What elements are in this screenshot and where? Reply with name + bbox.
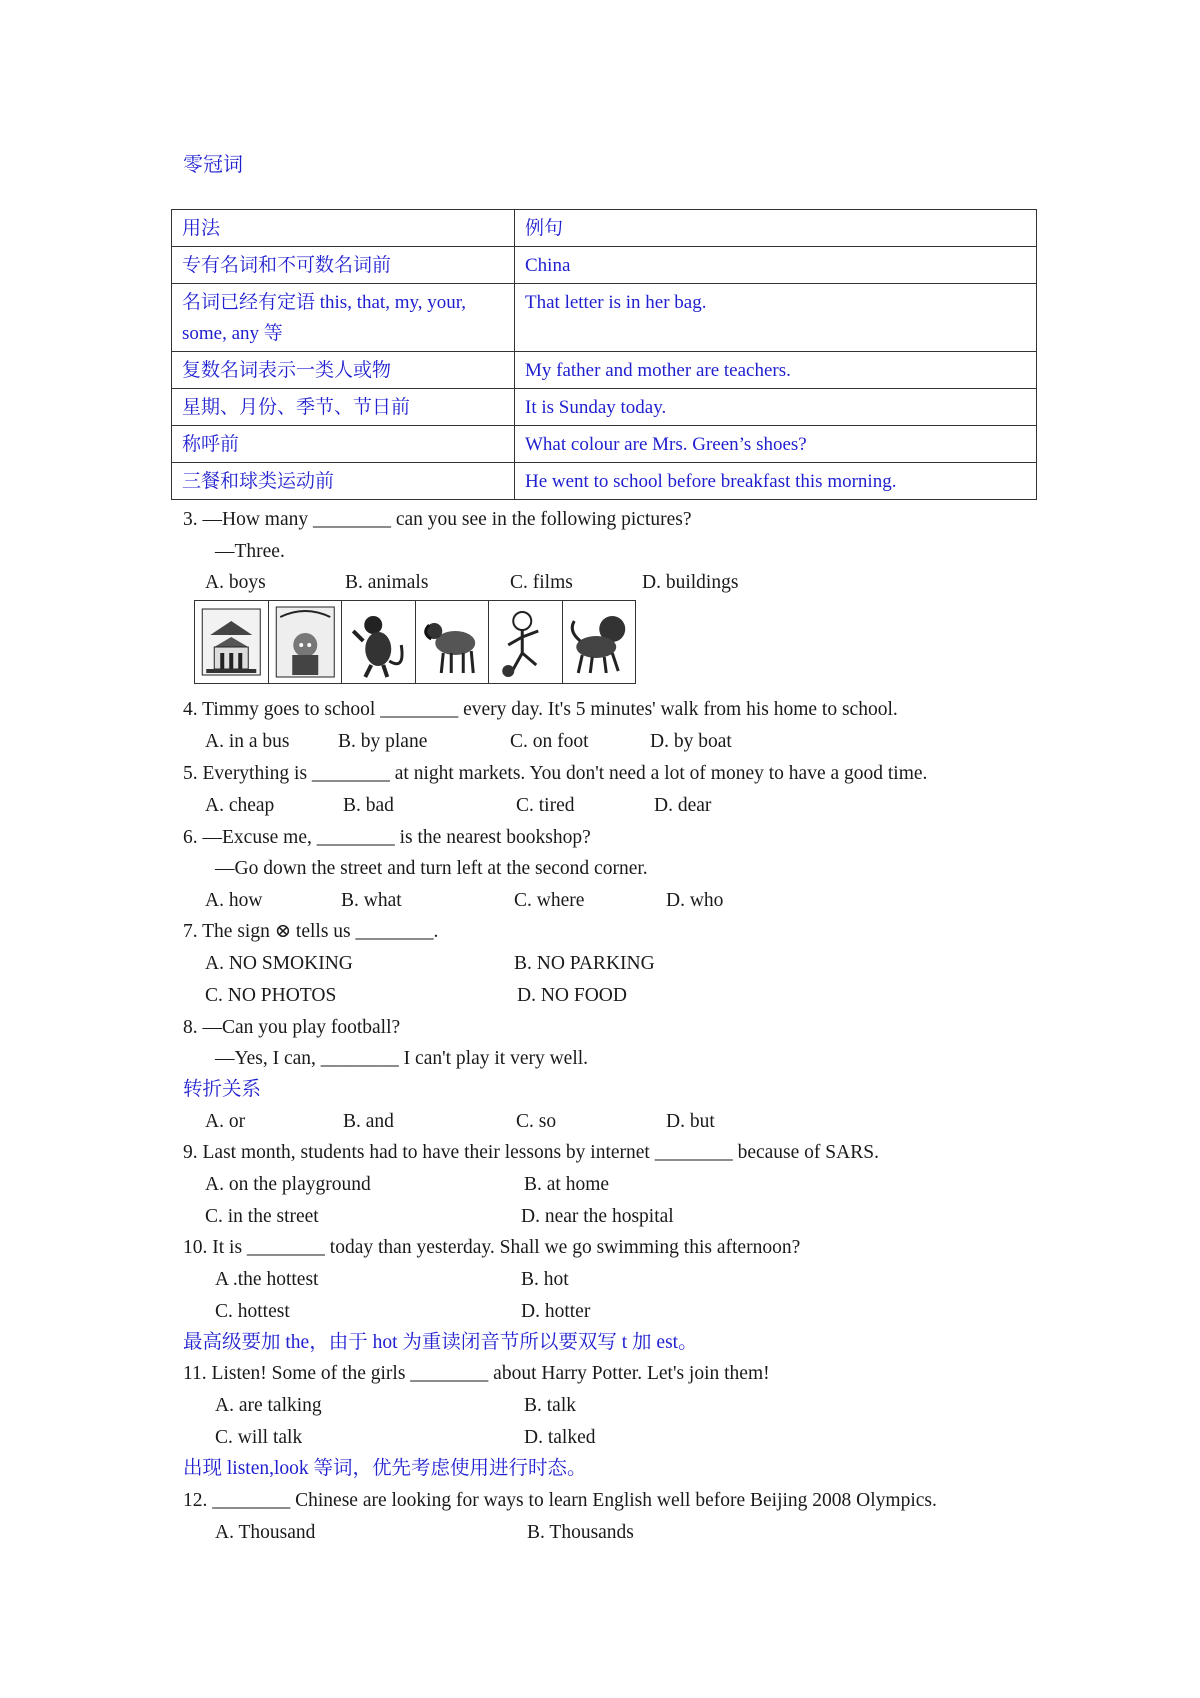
question-4-option-c: C. on foot: [510, 731, 589, 752]
question-8-stem: 8. —Can you play football?: [183, 1017, 401, 1038]
question-8-option-a: A. or: [205, 1111, 246, 1132]
table-cell: That letter is in her bag.: [515, 284, 1037, 352]
table-row: [172, 284, 1037, 352]
question-5-option-d: D. dear: [654, 795, 712, 816]
question-11-stem: 11. Listen! Some of the girls ________ about Harry Potter. Let's join them!: [183, 1363, 770, 1384]
lion-picture: [563, 601, 636, 683]
table-cell: My father and mother are teachers.: [515, 352, 1037, 389]
question-12-option-b: B. Thousands: [527, 1522, 634, 1543]
table-cell: 星期、月份、季节、节日前: [172, 389, 515, 426]
question-6-option-c: C. where: [514, 890, 585, 911]
question-11-option-a: A. are talking: [215, 1395, 322, 1416]
question-8-option-d: D. but: [666, 1111, 715, 1132]
question-7-stem: 7. The sign ⊗ tells us ________.: [183, 921, 439, 942]
table-header-cell: 用法: [172, 210, 515, 247]
question-12-stem: 12. ________ Chinese are looking for ways to learn English well before Beijing 2008 Olympics.: [183, 1490, 937, 1511]
question-9-option-b: B. at home: [524, 1174, 610, 1195]
question-9-stem: 9. Last month, students had to have their lessons by internet ________ because of SARS.: [183, 1142, 879, 1163]
question-6-option-b: B. what: [341, 890, 402, 911]
table-cell: China: [515, 247, 1037, 284]
table-row: [172, 463, 1037, 500]
question-12-option-a: A. Thousand: [215, 1522, 316, 1543]
table-row: [172, 426, 1037, 463]
table-cell: It is Sunday today.: [515, 389, 1037, 426]
question-7-option-b: B. NO PARKING: [514, 953, 655, 974]
question-4-option-b: B. by plane: [338, 731, 428, 752]
table-cell: 称呼前: [172, 426, 515, 463]
table-cell: 名词已经有定语 this, that, my, your, some, any 等: [172, 284, 515, 352]
section-heading: 零冠词: [183, 154, 243, 176]
table-cell: 复数名词表示一类人或物: [172, 352, 515, 389]
question-6-option-d: D. who: [666, 890, 724, 911]
question-4-stem: 4. Timmy goes to school ________ every day. It's 5 minutes' walk from his home to school.: [183, 699, 898, 720]
question-10-option-d: D. hotter: [521, 1301, 591, 1322]
question-9-option-c: C. in the street: [205, 1206, 319, 1227]
question-7-option-c: C. NO PHOTOS: [205, 985, 337, 1006]
question-7-option-d: D. NO FOOD: [517, 985, 627, 1006]
question-10-option-c: C. hottest: [215, 1301, 290, 1322]
table-cell: He went to school before breakfast this morning.: [515, 463, 1037, 500]
boy-football-picture: [489, 601, 563, 683]
question-5-stem: 5. Everything is ________ at night markets. You don't need a lot of money to have a good time.: [183, 763, 928, 784]
question-11-option-d: D. talked: [524, 1427, 596, 1448]
question-11-note: 出现 listen,look 等词，优先考虑使用进行时态。: [183, 1458, 587, 1479]
building-picture: [195, 601, 269, 683]
question-3-stem: 3. —How many ________ can you see in the following pictures?: [183, 509, 692, 530]
question-4-option-a: A. in a bus: [205, 731, 290, 752]
table-cell: What colour are Mrs. Green’s shoes?: [515, 426, 1037, 463]
question-4-option-d: D. by boat: [650, 731, 732, 752]
question-3-option-d: D. buildings: [642, 572, 739, 593]
question-9-option-d: D. near the hospital: [521, 1206, 674, 1227]
table-cell: 三餐和球类运动前: [172, 463, 515, 500]
table-row: [172, 247, 1037, 284]
question-8-option-c: C. so: [516, 1111, 557, 1132]
question-3-option-a: A. boys: [205, 572, 266, 593]
question-7-option-a: A. NO SMOKING: [205, 953, 353, 974]
table-header-cell: 例句: [515, 210, 1037, 247]
question-10-stem: 10. It is ________ today than yesterday. Shall we go swimming this afternoon?: [183, 1237, 801, 1258]
table-cell: 专有名词和不可数名词前: [172, 247, 515, 284]
question-11-option-c: C. will talk: [215, 1427, 303, 1448]
table-header-row: [172, 210, 1037, 247]
question-5-option-c: C. tired: [516, 795, 575, 816]
question-5-option-b: B. bad: [343, 795, 394, 816]
question-10-option-a: A .the hottest: [215, 1269, 319, 1290]
question-8-answer: —Yes, I can, ________ I can't play it very well.: [215, 1048, 589, 1069]
monkey-picture: [342, 601, 416, 683]
question-8-note: 转折关系: [183, 1079, 262, 1100]
zero-article-table: [171, 209, 1037, 500]
ram-picture: [416, 601, 490, 683]
question-3-picture-strip: [194, 600, 636, 684]
question-6-answer: —Go down the street and turn left at the second corner.: [215, 858, 648, 879]
question-6-stem: 6. —Excuse me, ________ is the nearest bookshop?: [183, 827, 591, 848]
question-6-option-a: A. how: [205, 890, 263, 911]
question-3-option-b: B. animals: [345, 572, 429, 593]
question-8-option-b: B. and: [343, 1111, 394, 1132]
table-row: [172, 352, 1037, 389]
harry-potter-book-picture: [269, 601, 343, 683]
question-11-option-b: B. talk: [524, 1395, 576, 1416]
question-3-option-c: C. films: [510, 572, 573, 593]
question-3-answer: —Three.: [215, 541, 285, 562]
question-10-option-b: B. hot: [521, 1269, 569, 1290]
question-9-option-a: A. on the playground: [205, 1174, 371, 1195]
question-5-option-a: A. cheap: [205, 795, 275, 816]
question-10-note: 最高级要加 the，由于 hot 为重读闭音节所以要双写 t 加 est。: [183, 1332, 698, 1353]
table-row: [172, 389, 1037, 426]
